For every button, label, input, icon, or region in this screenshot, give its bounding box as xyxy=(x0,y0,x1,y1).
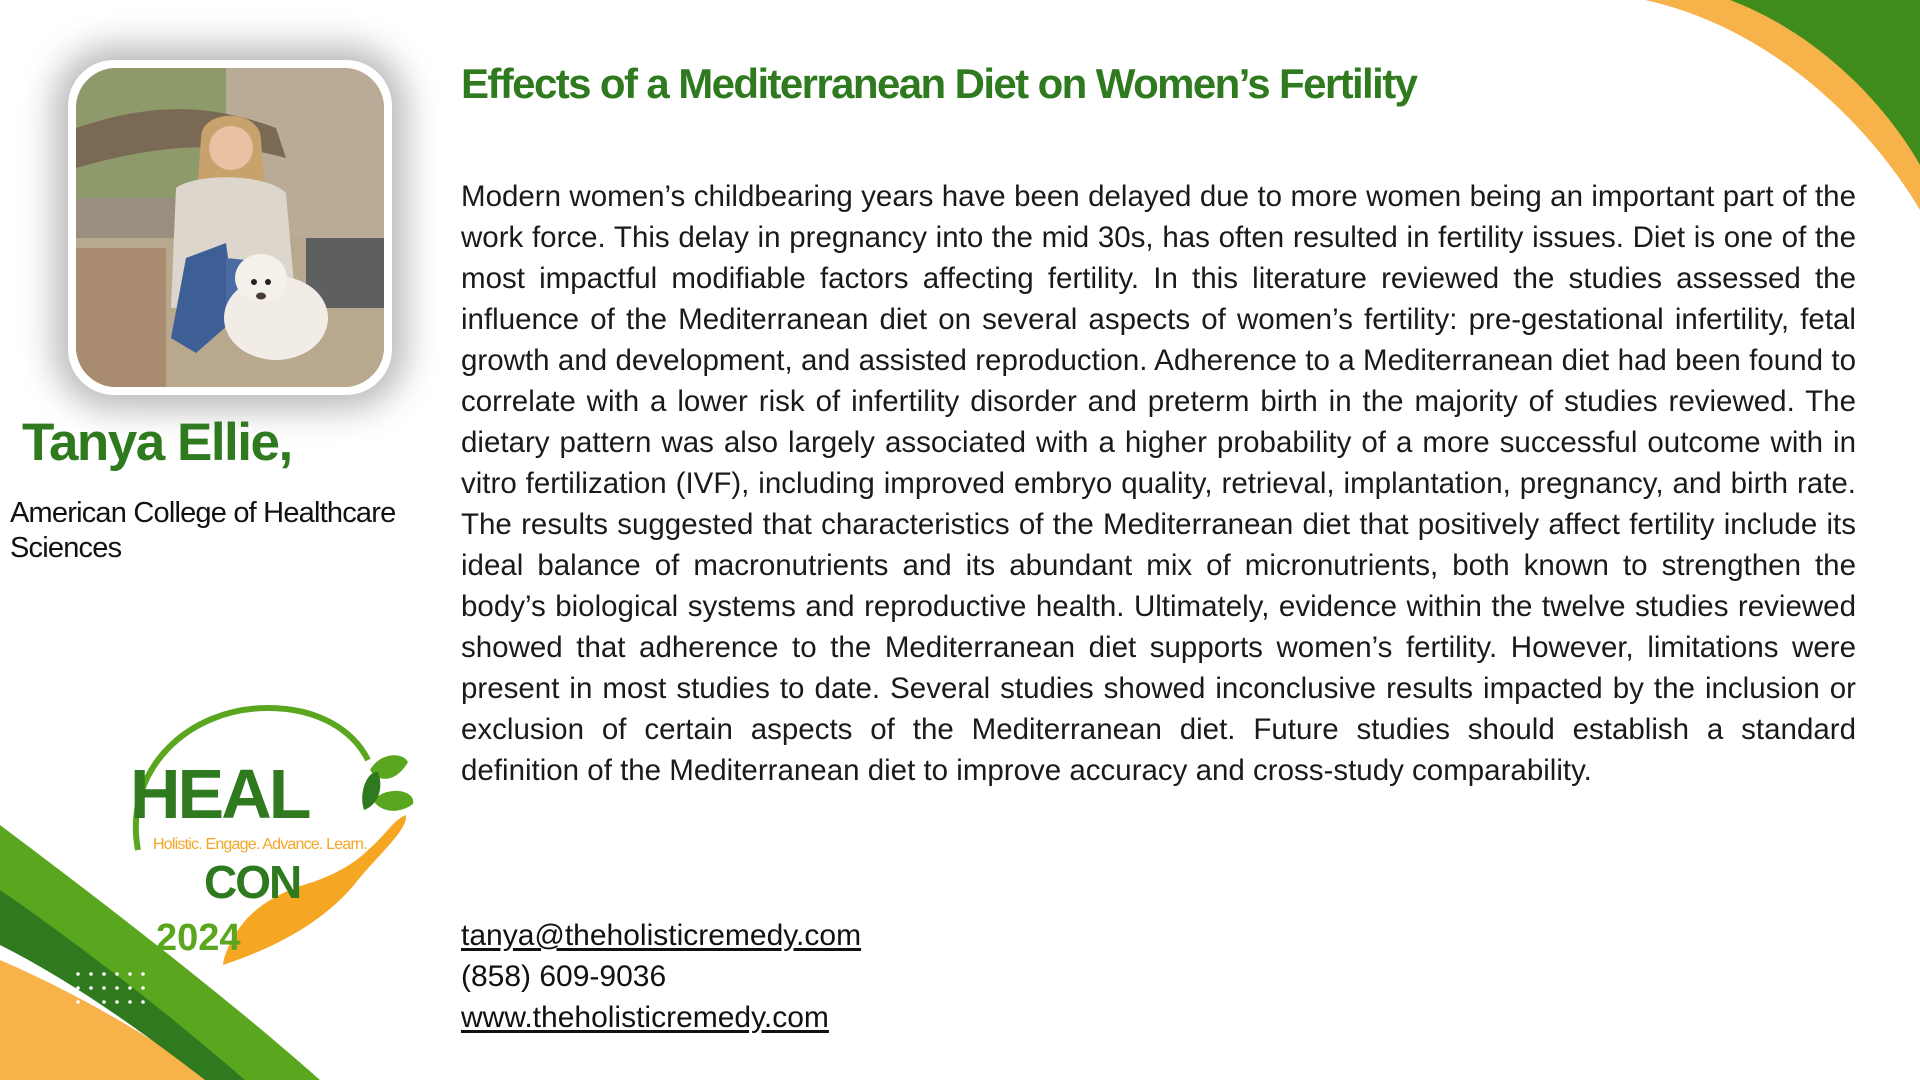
website-link[interactable]: www.theholisticremedy.com xyxy=(461,1001,829,1034)
speaker-photo-frame xyxy=(68,60,392,395)
contact-block xyxy=(461,915,861,1038)
phone-number: (858) 609-9036 xyxy=(461,960,667,993)
speaker-name: Tanya Ellie, xyxy=(22,413,292,472)
presentation-title: Effects of a Mediterranean Diet on Women’s Fertility xyxy=(461,60,1417,107)
logo-leaf-2 xyxy=(373,791,413,811)
heal-con-logo xyxy=(118,700,418,970)
logo-tagline: Holistic. Engage. Advance. Learn. xyxy=(153,836,367,853)
speaker-photo xyxy=(76,68,384,387)
logo-year: 2024 xyxy=(156,917,241,959)
speaker-affiliation: American College of Healthcare Sciences xyxy=(10,497,396,564)
dot-grid-icon xyxy=(74,970,154,1006)
logo-word-con: CON xyxy=(204,856,301,908)
email-link[interactable]: tanya@theholisticremedy.com xyxy=(461,919,862,952)
logo-word-heal: HEAL xyxy=(130,755,309,833)
abstract-text: Modern women’s childbearing years have been delayed due to more women being an important part of the work force. This delay in pregnancy into the mid 30s, has often resulted in fertility issues. Diet is one of the most impactful modifiable factors affecting fertility. In this literature reviewed the studies assessed the influence of the Mediterranean diet on several aspects of women’s fertility: pre-gestational infertility, fetal growth and development, and assisted reproduction. Adherence to a Mediterranean diet had been found to correlate with a lower risk of infertility disorder and preterm birth in the majority of studies reviewed. The dietary pattern was also largely associated with a higher probability of a more successful outcome with in vitro fertilization (IVF), including improved embryo quality, retrieval, implantation, pregnancy, and birth rate. The results suggested that characteristics of the Mediterranean diet that positively affect fertility include its ideal balance of macronutrients and its abundant mix of micronutrients, both known to strengthen the body’s biological systems and reproductive health. Ultimately, evidence within the twelve studies reviewed showed that adherence to the Mediterranean diet supports women’s fertility. However, limitations were present in most studies to date. Several studies showed inconclusive results impacted by the inclusion or exclusion of certain aspects of the Mediterranean diet. Future studies should establish a standard definition of the Mediterranean diet to improve accuracy and cross-study comparability. xyxy=(461,180,1856,787)
